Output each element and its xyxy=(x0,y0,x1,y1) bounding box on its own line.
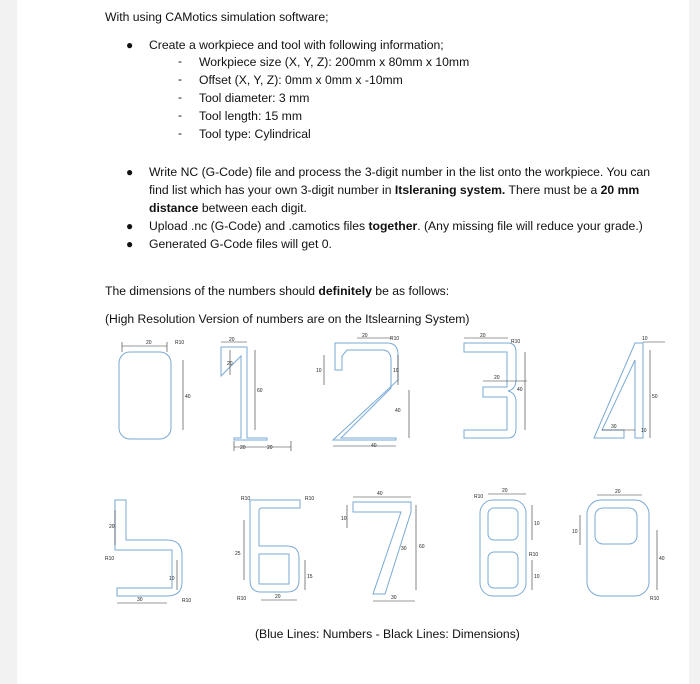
dim-label: 20 xyxy=(240,445,246,451)
dim-label: 60 xyxy=(419,544,425,550)
digit-0-outline xyxy=(119,352,171,439)
dim-label: 60 xyxy=(257,388,263,394)
dim-label: R10 xyxy=(175,340,185,346)
digits-figure xyxy=(17,0,689,684)
dim-label: R10 xyxy=(511,339,521,345)
dim-label: 30 xyxy=(611,424,617,430)
intro-text: With using CAMotics simulation software; xyxy=(105,10,329,24)
digit-4-outline xyxy=(594,343,643,438)
dash: - xyxy=(178,54,182,68)
digit-3-outline xyxy=(464,343,516,438)
bullet-2-line-1: Write NC (G-Code) file and process the 3-digit number in the list onto the workpiece. You can xyxy=(149,165,651,179)
spec-item: Workpiece size (X, Y, Z): 200mm x 80mm x 10mm xyxy=(199,55,470,69)
digit-8-lower-hole xyxy=(488,552,518,588)
dim-label: 40 xyxy=(517,387,523,393)
document-page xyxy=(17,0,689,684)
digit-6-inner xyxy=(259,554,289,584)
dim-label: 20 xyxy=(480,333,486,339)
dim-label: 20 xyxy=(275,594,281,600)
bullet-4-text: Generated G-Code files will get 0. xyxy=(149,237,332,251)
spec-item: Tool diameter: 3 mm xyxy=(199,91,310,105)
dash: - xyxy=(178,126,182,140)
bullet-dot: ● xyxy=(126,237,134,251)
dim-label: 20 xyxy=(146,340,152,346)
dim-label: 10 xyxy=(316,368,322,374)
dash: - xyxy=(178,108,182,122)
spec-item: Tool length: 15 mm xyxy=(199,109,302,123)
digit-9-outline xyxy=(587,500,649,596)
dim-label: R10 xyxy=(474,494,484,500)
dimensions-text: The dimensions of the numbers should definitely be as follows: xyxy=(105,284,450,298)
dim-label: R10 xyxy=(241,496,251,502)
bullet-dot: ● xyxy=(126,38,134,52)
dim-label: 40 xyxy=(377,491,383,497)
dim-label: R10 xyxy=(237,596,247,602)
bullet-2-line-2: find list which has your own 3-digit number in Itsleraning system. There must be a 20 mm xyxy=(149,183,640,197)
dim-label: 10 xyxy=(641,428,647,434)
bullet-3-text: Upload .nc (G-Code) and .camotics files together. (Any missing file will reduce your grade.) xyxy=(149,219,643,233)
dim-label: 20 xyxy=(502,488,508,494)
dim-label: R10 xyxy=(650,596,660,602)
bullet-dot: ● xyxy=(126,165,134,179)
digit-8-outline xyxy=(480,500,526,596)
dim-label: 10 xyxy=(534,574,540,580)
dim-label: 20 xyxy=(494,375,500,381)
dim-label: 10 xyxy=(572,529,578,535)
figure-caption: (Blue Lines: Numbers - Black Lines: Dimensions) xyxy=(255,627,520,641)
dim-label: 20 xyxy=(267,445,273,451)
dim-label: 20 xyxy=(109,524,115,530)
dim-label: R10 xyxy=(529,552,539,558)
dim-label: 10 xyxy=(169,576,175,582)
dim-label: 40 xyxy=(371,443,377,449)
dim-label: 50 xyxy=(652,394,658,400)
hires-note: (High Resolution Version of numbers are on the Itslearning System) xyxy=(105,312,470,326)
dim-label: R10 xyxy=(305,496,315,502)
dim-label: R10 xyxy=(182,598,192,604)
bullet-1-text: Create a workpiece and tool with following information; xyxy=(149,38,444,52)
bullet-2-line-3: distance between each digit. xyxy=(149,201,307,215)
dim-label: R10 xyxy=(390,336,400,342)
dim-label: R10 xyxy=(105,556,115,562)
dim-label: 25 xyxy=(235,551,241,557)
digit-6-outline xyxy=(250,500,300,592)
dim-label: 20 xyxy=(615,489,621,495)
dim-label: 30 xyxy=(401,546,407,552)
bullet-dot: ● xyxy=(126,219,134,233)
dash: - xyxy=(178,72,182,86)
dim-label: 10 xyxy=(341,516,347,522)
dimension-labels xyxy=(105,333,665,604)
dim-label: 30 xyxy=(137,597,143,603)
digit-2-outline xyxy=(333,343,398,440)
dim-label: 40 xyxy=(185,394,191,400)
spec-item: Tool type: Cylindrical xyxy=(199,127,311,141)
dash: - xyxy=(178,90,182,104)
dim-label: 10 xyxy=(642,336,648,342)
dim-label: 40 xyxy=(659,556,665,562)
dim-label: 15 xyxy=(307,574,313,580)
dim-label: 20 xyxy=(362,333,368,339)
digit-8-upper-hole xyxy=(488,508,518,540)
dim-label: 10 xyxy=(534,521,540,527)
dim-label: 10 xyxy=(393,368,399,374)
spec-item: Offset (X, Y, Z): 0mm x 0mm x -10mm xyxy=(199,73,403,87)
dim-label: 20 xyxy=(229,337,235,343)
dim-label: 30 xyxy=(391,595,397,601)
dim-label: 40 xyxy=(395,408,401,414)
digit-9-hole xyxy=(595,508,637,544)
dim-label: 20 xyxy=(227,361,233,367)
